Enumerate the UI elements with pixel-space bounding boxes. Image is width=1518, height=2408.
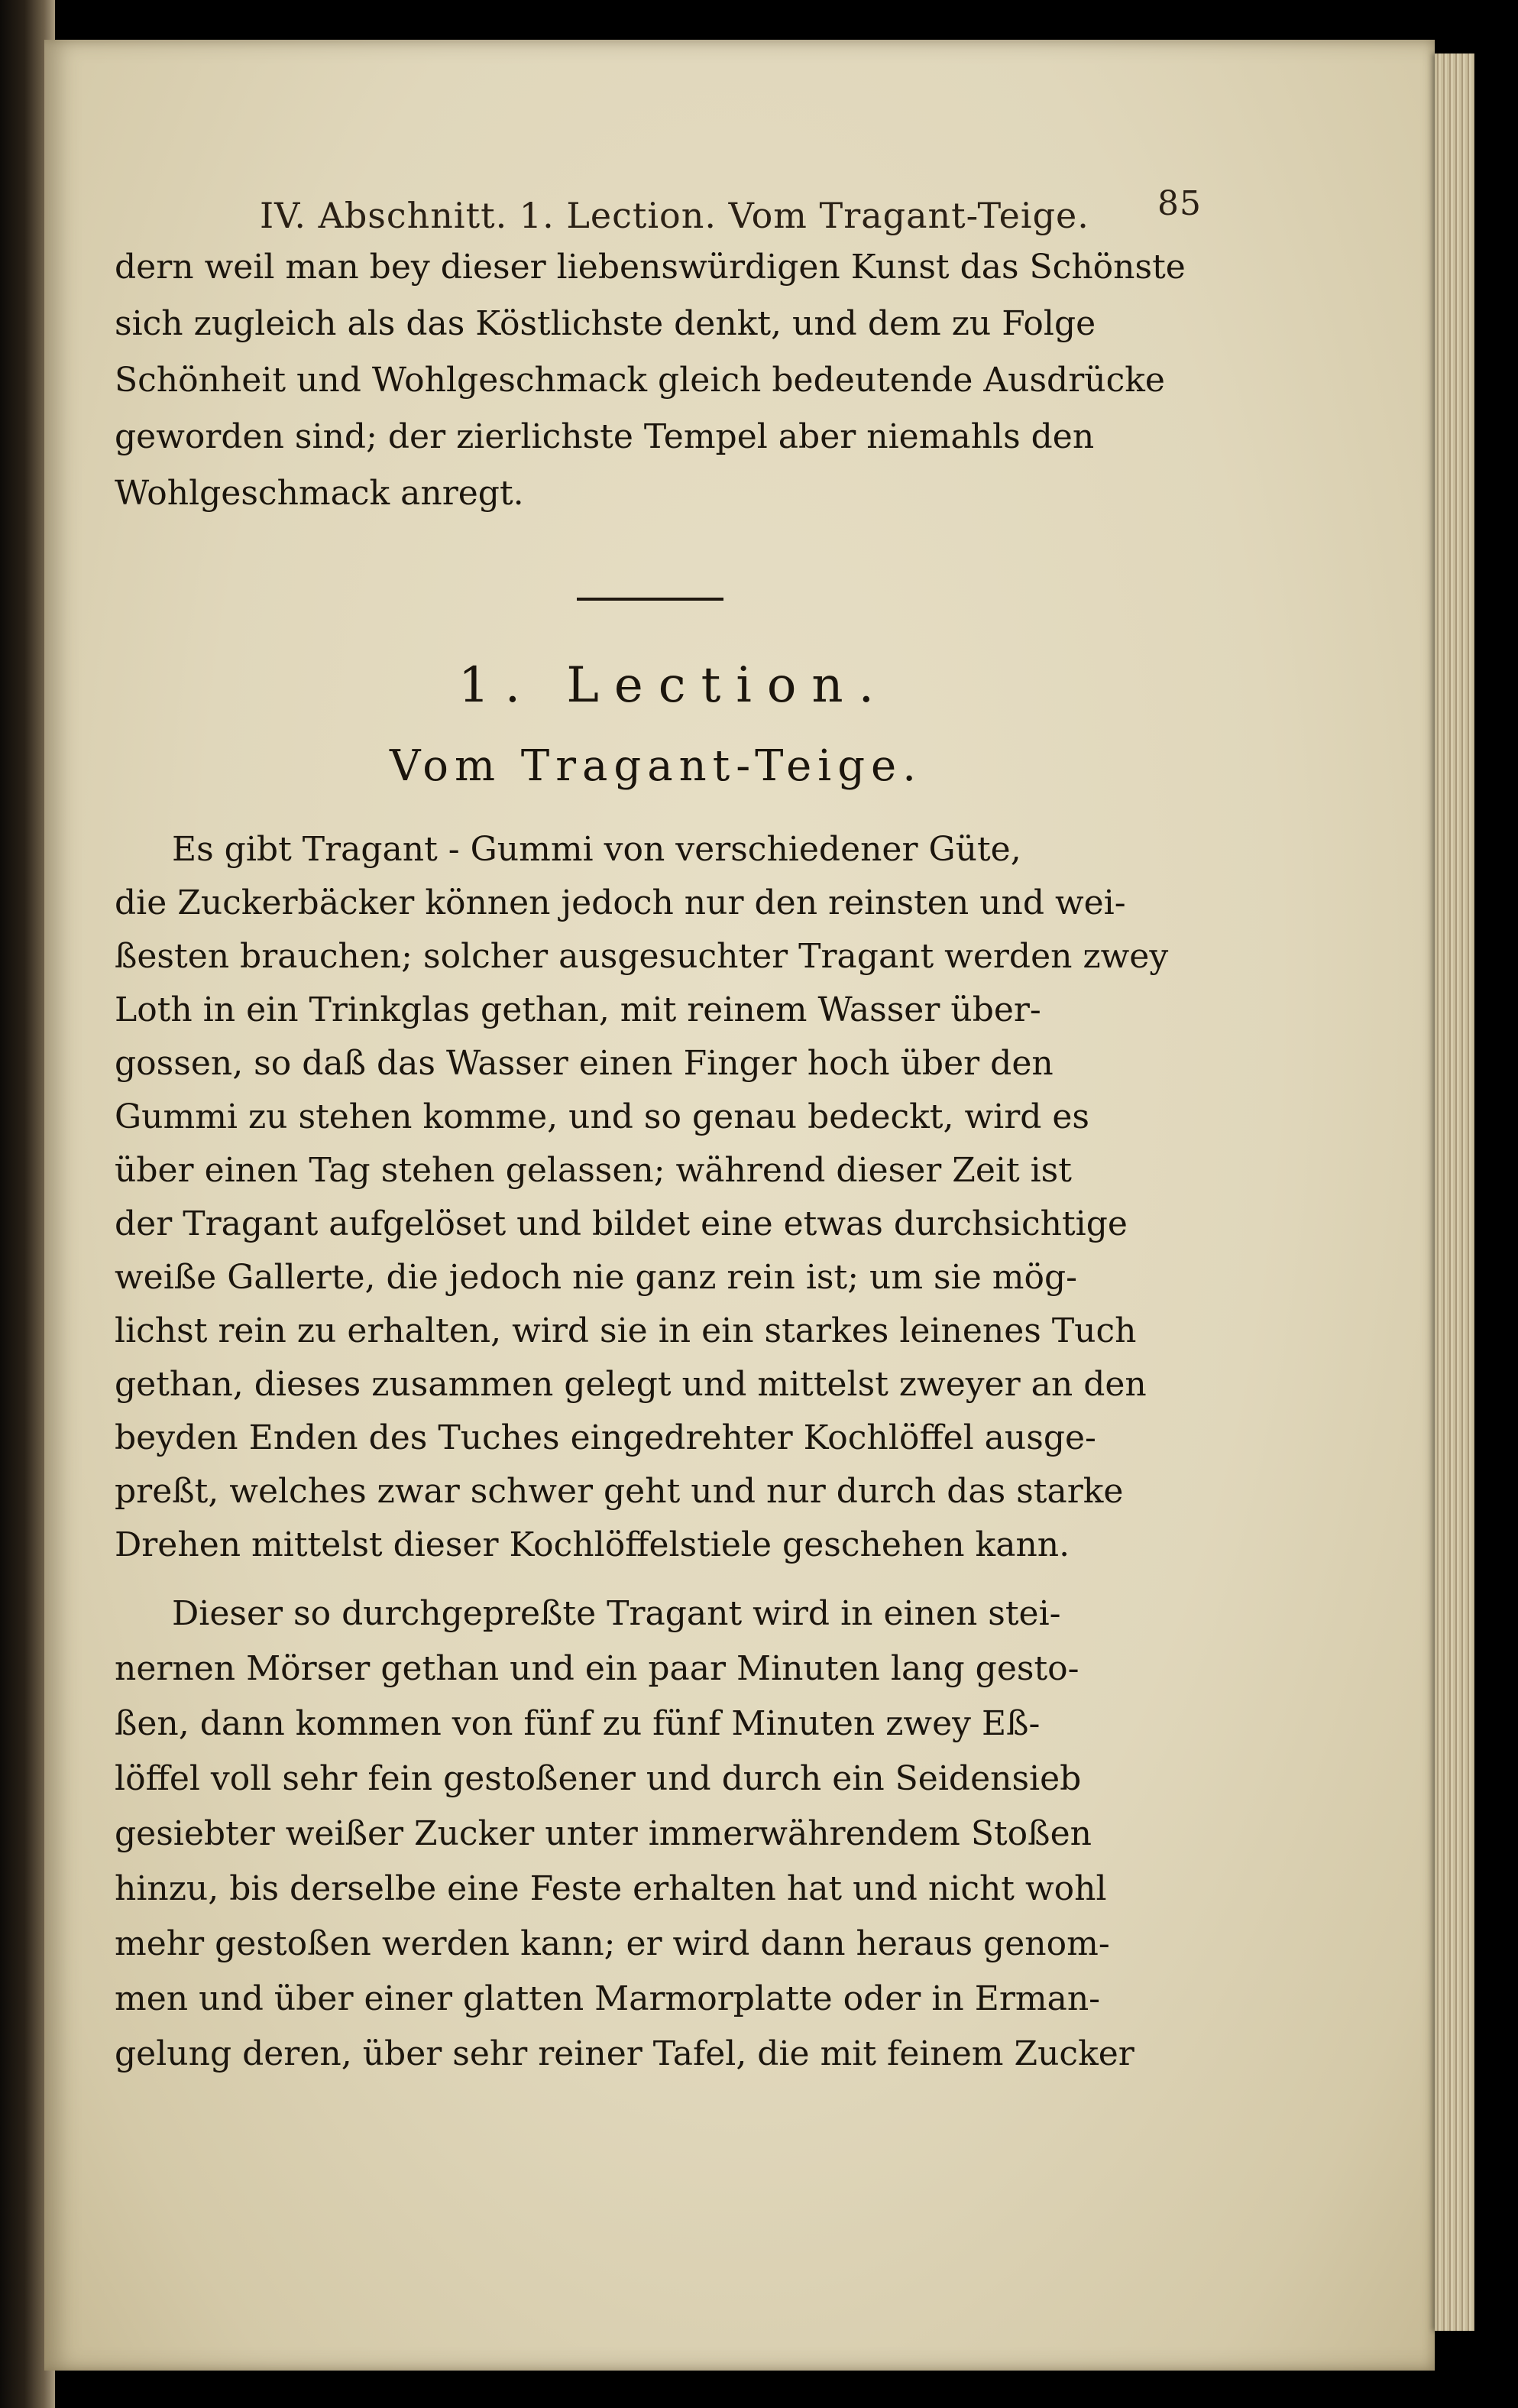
text-line: gesiebter weißer Zucker unter immerwährendem Stoßen: [115, 1814, 1092, 1853]
section-subheading: Vom Tragant-Teige.: [390, 741, 922, 791]
running-head: [260, 184, 1202, 236]
text-line: dern weil man bey dieser liebenswürdigen Kunst das Schönste: [115, 248, 1186, 287]
text-line: geworden sind; der zierlichste Tempel aber niemahls den: [115, 417, 1095, 456]
running-head-title: IV. Abschnitt. 1. Lection. Vom Tragant-Teige.: [260, 195, 1089, 236]
text-line: Drehen mittelst dieser Kochlöffelstiele geschehen kann.: [115, 1525, 1070, 1564]
text-line: Es gibt Tragant - Gummi von verschiedener Güte,: [172, 830, 1021, 869]
text-line: die Zuckerbäcker können jedoch nur den reinsten und wei-: [115, 883, 1126, 922]
text-line: sich zugleich als das Köstlichste denkt, und dem zu Folge: [115, 304, 1096, 343]
section-divider: [577, 598, 723, 601]
page-number: 85: [1157, 184, 1202, 223]
text-line: Gummi zu stehen komme, und so genau bedeckt, wird es: [115, 1097, 1089, 1136]
text-line: der Tragant aufgelöset und bildet eine etwas durchsichtige: [115, 1204, 1128, 1243]
text-line: nernen Mörser gethan und ein paar Minuten lang gesto-: [115, 1649, 1079, 1688]
text-line: mehr gestoßen werden kann; er wird dann heraus genom-: [115, 1924, 1110, 1963]
text-line: preßt, welches zwar schwer geht und nur durch das starke: [115, 1472, 1124, 1511]
text-line: Schönheit und Wohlgeschmack gleich bedeutende Ausdrücke: [115, 361, 1165, 400]
text-line: Dieser so durchgepreßte Tragant wird in einen stei-: [172, 1594, 1061, 1633]
text-line: ßen, dann kommen von fünf zu fünf Minuten zwey Eß-: [115, 1704, 1041, 1743]
text-line: über einen Tag stehen gelassen; während dieser Zeit ist: [115, 1151, 1072, 1190]
text-line: Wohlgeschmack anregt.: [115, 474, 524, 513]
text-line: men und über einer glatten Marmorplatte oder in Erman-: [115, 1979, 1101, 2018]
text-line: hinzu, bis derselbe eine Feste erhalten hat und nicht wohl: [115, 1869, 1107, 1908]
text-line: gelung deren, über sehr reiner Tafel, die mit feinem Zucker: [115, 2034, 1134, 2073]
page-fore-edge: [1435, 53, 1474, 2331]
text-line: löffel voll sehr fein gestoßener und durch ein Seidensieb: [115, 1759, 1082, 1798]
text-line: Loth in ein Trinkglas gethan, mit reinem Wasser über-: [115, 990, 1041, 1029]
text-line: weiße Gallerte, die jedoch nie ganz rein ist; um sie mög-: [115, 1258, 1077, 1297]
text-line: beyden Enden des Tuches eingedrehter Kochlöffel ausge-: [115, 1418, 1096, 1457]
text-line: gethan, dieses zusammen gelegt und mittelst zweyer an den: [115, 1365, 1147, 1404]
text-line: lichst rein zu erhalten, wird sie in ein starkes leinenes Tuch: [115, 1311, 1137, 1350]
section-heading: 1. Lection.: [458, 657, 889, 714]
text-line: ßesten brauchen; solcher ausgesuchter Tragant werden zwey: [115, 937, 1169, 976]
text-line: gossen, so daß das Wasser einen Finger hoch über den: [115, 1044, 1054, 1083]
